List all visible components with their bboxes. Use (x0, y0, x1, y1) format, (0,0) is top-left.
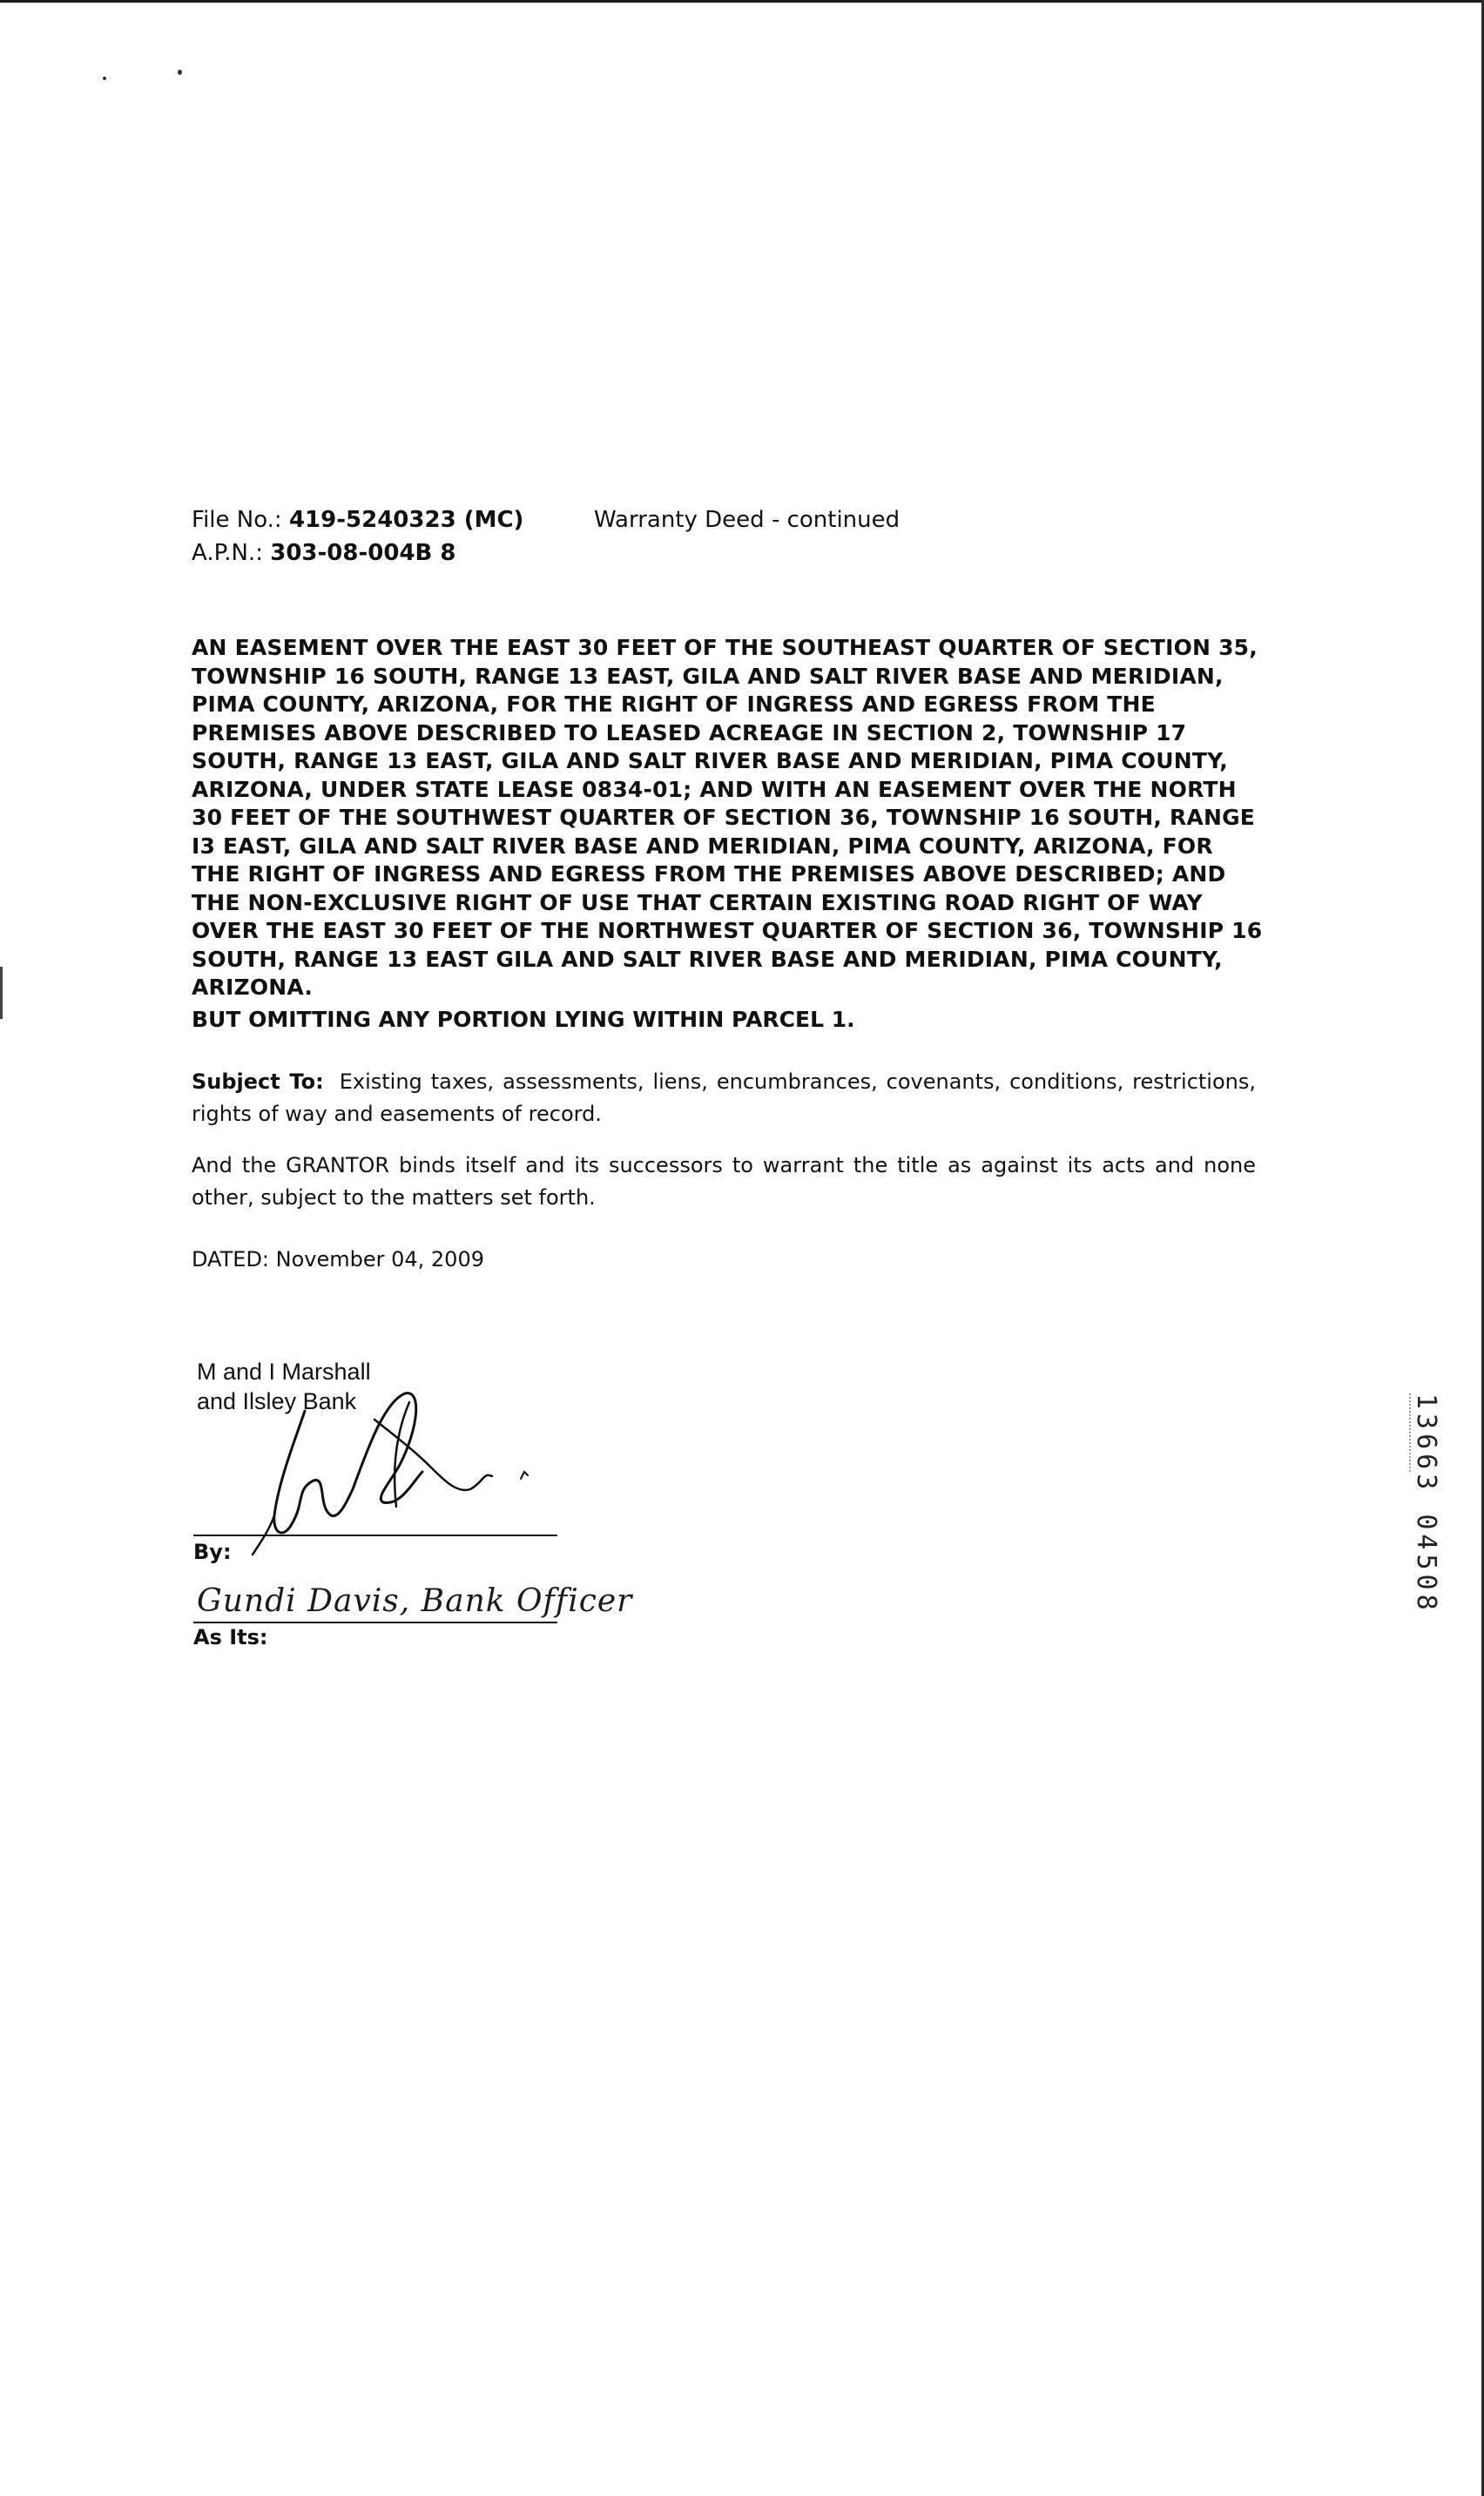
file-info (192, 503, 523, 570)
document-title: Warranty Deed - continued (594, 507, 901, 533)
apn-label: A.P.N.: (192, 540, 263, 566)
file-number-line (192, 503, 523, 536)
scan-edge-mark (0, 967, 3, 1019)
by-label: By: (193, 1540, 232, 1564)
scan-speck (103, 77, 106, 80)
subject-to-label: Subject To: (192, 1069, 324, 1094)
company-line-1: M and I Marshall (197, 1359, 371, 1385)
subject-to-clause (192, 1066, 1256, 1130)
apn-value: 303-08-004B 8 (270, 540, 456, 566)
file-number-label: File No.: (192, 507, 282, 533)
signer-name-title: Gundi Davis, Bank Officer (197, 1583, 633, 1619)
file-number-value: 419-5240323 (MC) (288, 507, 524, 533)
subject-to-text: Existing taxes, assessments, liens, encumbrances, covenants, conditions, restrictions, rights of way and easements of record. (192, 1069, 1257, 1126)
signature-line (193, 1535, 557, 1536)
company-line-2: and Ilsley Bank (197, 1388, 357, 1414)
as-its-label: As Its: (193, 1625, 268, 1649)
omitting-clause: BUT OMITTING ANY PORTION LYING WITHIN PARCEL 1. (192, 1007, 855, 1032)
apn-line (192, 536, 523, 570)
scan-speck (178, 70, 182, 75)
grantor-clause: And the GRANTOR binds itself and its successors to warrant the title as against its acts and none other, subject to the matters set forth. (192, 1153, 1256, 1210)
dated-line: DATED: November 04, 2009 (192, 1247, 484, 1272)
page-top-border (0, 0, 1484, 3)
legal-description: AN EASEMENT OVER THE EAST 30 FEET OF THE SOUTHEAST QUARTER OF SECTION 35, TOWNSHIP 16 SOUTH, RANGE 13 EAST, GILA AND SALT RIVER BASE AND MERIDIAN, PIMA COUNTY, ARIZONA, FOR THE RIGHT OF INGRESS AND EGRESS FROM THE PREMISES ABOVE DESCRIBED TO LEASED ACREAGE IN SECTION 2, TOWNSHIP 17 SOUTH, RANGE 13 EAST, GILA AND SALT RIVER BASE AND MERIDIAN, PIMA COUNTY, ARIZONA, UNDER STATE LEASE 0834-01; AND WITH AN EASEMENT OVER THE NORTH 30 FEET OF THE SOUTHWEST QUARTER OF SECTION 36, TOWNSHIP 16 SOUTH, RANGE I3 EAST, GILA AND SALT RIVER BASE AND MERIDIAN, PIMA COUNTY, ARIZONA, FOR THE RIGHT OF INGRESS AND EGRESS FROM THE PREMISES ABOVE DESCRIBED; AND THE NON-EXCLUSIVE RIGHT OF USE THAT CERTAIN EXISTING ROAD RIGHT OF WAY OVER THE EAST 30 FEET OF THE NORTHWEST QUARTER OF SECTION 36, TOWNSHIP 16 SOUTH, RANGE 13 EAST GILA AND SALT RIVER BASE AND MERIDIAN, PIMA COUNTY, ARIZONA. (192, 635, 1263, 1000)
recording-stamp: 13663 04508 (1411, 1393, 1441, 1615)
as-its-line (193, 1622, 557, 1623)
handwritten-signature (244, 1385, 557, 1559)
